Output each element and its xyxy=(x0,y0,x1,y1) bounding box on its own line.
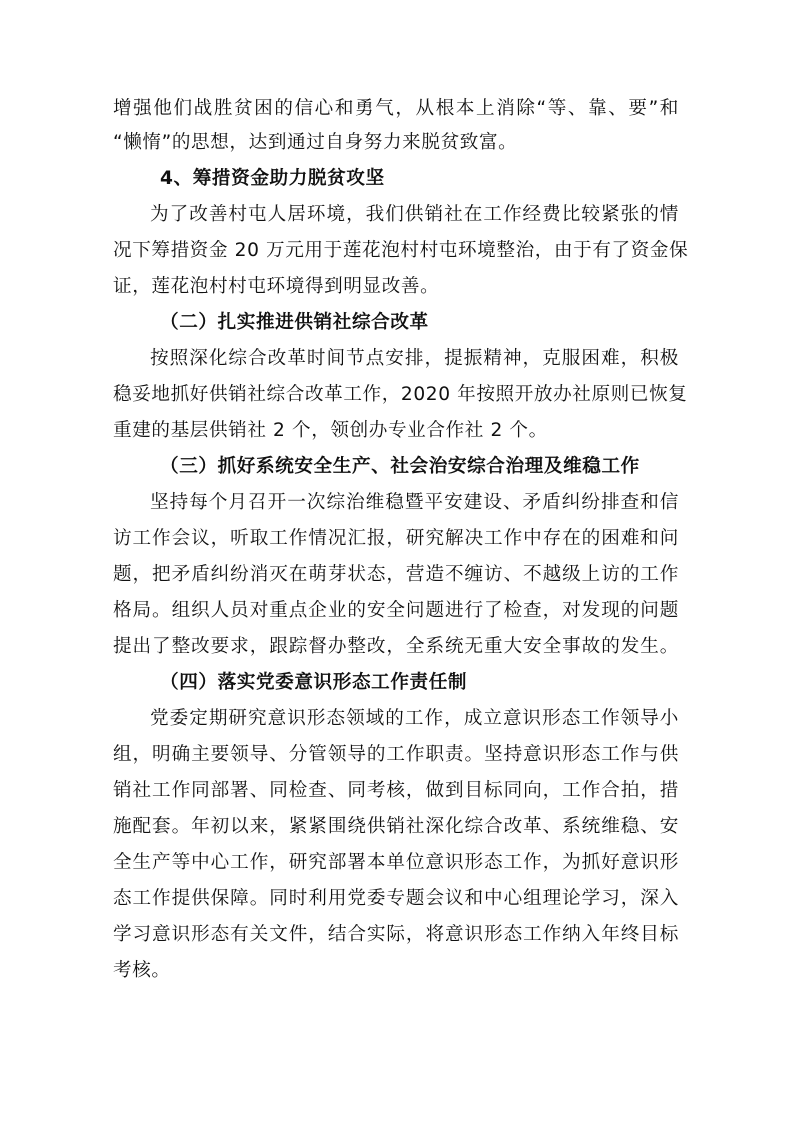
paragraph-line: 考核。 xyxy=(113,960,171,981)
paragraph-line: 格局。组织人员对重点企业的安全问题进行了检查，对发现的问题 xyxy=(113,600,679,621)
paragraph-line: 稳妥地抓好供销社综合改革工作，2020 年按照开放办社原则已恢复 xyxy=(113,384,688,405)
section-heading-3: （三）抓好系统安全生产、社会治安综合治理及维稳工作 xyxy=(160,456,640,477)
paragraph-line: 坚持每个月召开一次综治维稳暨平安建设、矛盾纠纷排查和信 xyxy=(150,492,679,513)
paragraph-line: 增强他们战胜贫困的信心和勇气，从根本上消除“等、靠、要”和 xyxy=(113,98,679,119)
paragraph-line: 全生产等中心工作，研究部署本单位意识形态工作，为抓好意识形 xyxy=(113,852,679,873)
paragraph-line: 销社工作同部署、同检查、同考核，做到目标同向，工作合拍，措 xyxy=(113,780,679,801)
paragraph-line: “懒惰”的思想，达到通过自身努力来脱贫致富。 xyxy=(113,132,518,153)
paragraph-line: 学习意识形态有关文件，结合实际，将意识形态工作纳入年终目标 xyxy=(113,924,679,945)
paragraph-line: 为了改善村屯人居环境，我们供销社在工作经费比较紧张的情 xyxy=(150,204,679,225)
paragraph-line: 况下筹措资金 20 万元用于莲花泡村村屯环境整治，由于有了资金保 xyxy=(113,240,689,261)
paragraph-line: 重建的基层供销社 2 个，领创办专业合作社 2 个。 xyxy=(113,420,548,441)
paragraph-line: 党委定期研究意识形态领域的工作，成立意识形态工作领导小 xyxy=(150,708,679,729)
section-heading-4: 4、筹措资金助力脱贫攻坚 xyxy=(160,168,385,189)
paragraph-line: 组，明确主要领导、分管领导的工作职责。坚持意识形态工作与供 xyxy=(113,744,679,765)
paragraph-line: 按照深化综合改革时间节点安排，提振精神，克服困难，积极 xyxy=(150,348,679,369)
section-heading-4-party: （四）落实党委意识形态工作责任制 xyxy=(160,672,468,693)
paragraph-line: 施配套。年初以来，紧紧围绕供销社深化综合改革、系统维稳、安 xyxy=(113,816,679,837)
paragraph-line: 访工作会议，听取工作情况汇报，研究解决工作中存在的困难和问 xyxy=(113,528,679,549)
paragraph-line: 提出了整改要求，跟踪督办整改，全系统无重大安全事故的发生。 xyxy=(113,636,679,657)
paragraph-line: 证，莲花泡村村屯环境得到明显改善。 xyxy=(113,276,440,297)
section-heading-2: （二）扎实推进供销社综合改革 xyxy=(160,312,429,333)
paragraph-line: 题，把矛盾纠纷消灭在萌芽状态，营造不缠访、不越级上访的工作 xyxy=(113,564,679,585)
paragraph-line: 态工作提供保障。同时利用党委专题会议和中心组理论学习，深入 xyxy=(113,888,679,909)
